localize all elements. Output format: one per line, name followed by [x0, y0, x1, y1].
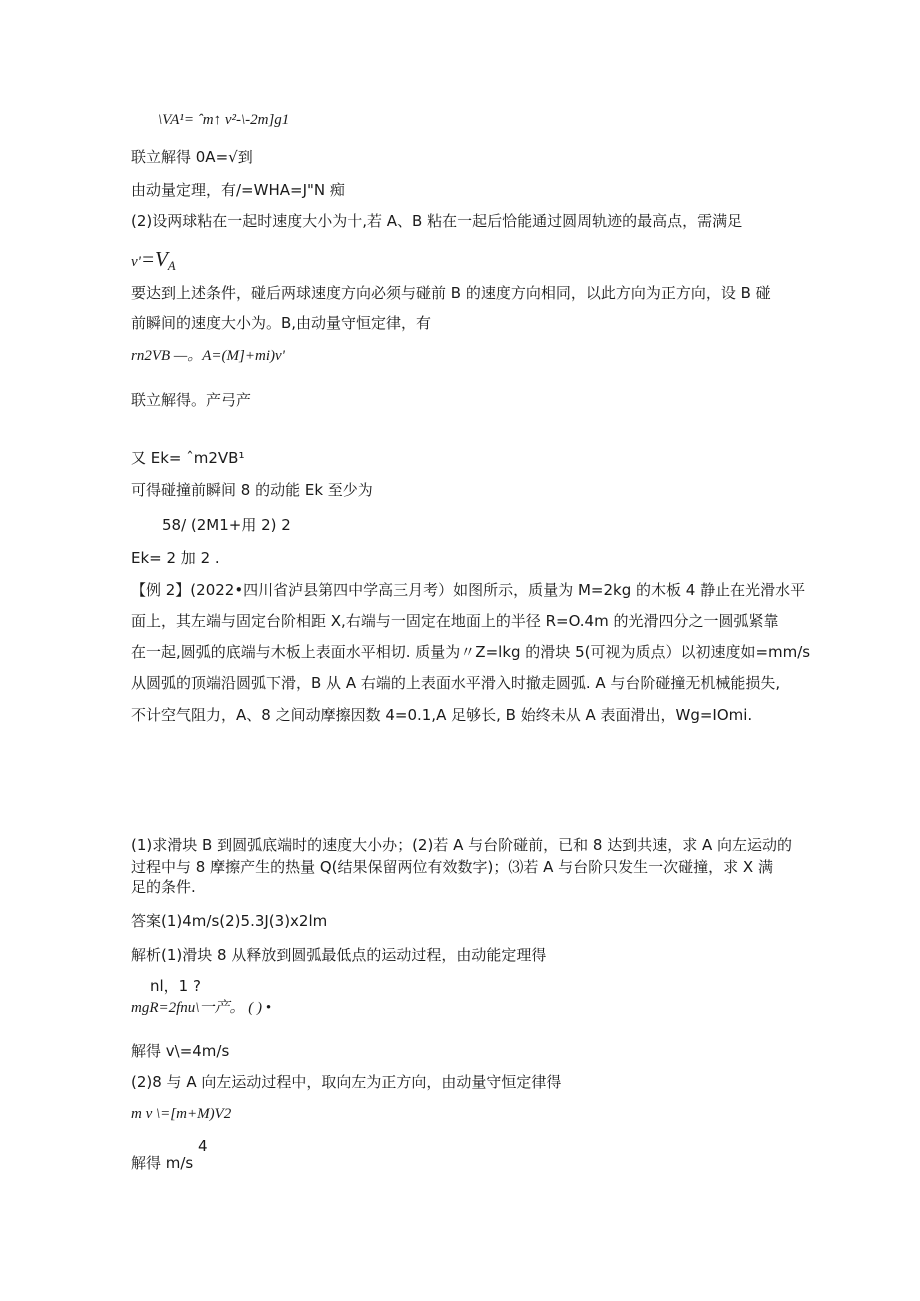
text-line: 过程中与 8 摩擦产生的热量 Q(结果保留两位有效数字)；⑶若 A 与台阶只发生一次碰撞，求 X 满 — [131, 858, 773, 876]
answer-line: 答案(1)4m/s(2)5.3J(3)x2lm — [131, 912, 328, 930]
formula-line: rn2VB —。A=(M]+mi)v' — [131, 348, 285, 364]
text-line: 前瞬间的速度大小为。B,由动量守恒定律，有 — [131, 314, 432, 332]
text-line: (1)求滑块 B 到圆弧底端时的速度大小办；(2)若 A 与台阶碰前，已和 8 达到共速，求 A 向左运动的 — [131, 836, 792, 854]
formula-line: 58/ (2M1+用 2) 2 — [162, 516, 291, 534]
text-line: (2)设两球粘在一起时速度大小为十,若 A、B 粘在一起后恰能通过圆周轨迹的最高点，需满足 — [131, 212, 743, 230]
formula-part: v' — [131, 254, 141, 270]
text-line: 联立解得。产弓产 — [131, 391, 252, 409]
formula-line: nl，1 ? — [150, 977, 201, 995]
text-line: 不计空气阻力，A、8 之间动摩擦因数 4=0.1,A 足够长, B 始终未从 A 表面滑出，Wg=IOmi. — [131, 706, 753, 724]
formula-line: m v \=[m+M)V2 — [131, 1106, 232, 1122]
text-line: 从圆弧的顶端沿圆弧下滑，B 从 A 右端的上表面水平滑入时撤走圆弧. A 与台阶碰撞无机械能损失, — [131, 674, 781, 692]
text-line: 要达到上述条件，碰后两球速度方向必须与碰前 B 的速度方向相同，以此方向为正方向，设 B 碰 — [131, 284, 771, 302]
formula-line: \VA¹= ˆm↑ v²-\-2m]g1 — [158, 112, 290, 128]
formula-line: 又 Ek= ˆm2VB¹ — [131, 449, 245, 467]
formula-part: A — [167, 259, 176, 273]
text-line: 面上，其左端与固定台阶相距 X,右端与一固定在地面上的半径 R=O.4m 的光滑四分之一圆弧紧靠 — [131, 612, 779, 630]
text-line: 可得碰撞前瞬间 8 的动能 Ek 至少为 — [131, 481, 373, 499]
text-line: 【例 2】(2022•四川省泸县第四中学高三月考）如图所示，质量为 M=2kg 的木板 4 静止在光滑水平 — [131, 581, 806, 599]
text-line: (2)8 与 A 向左运动过程中，取向左为正方向，由动量守恒定律得 — [131, 1073, 562, 1091]
text-line: 由动量定理，有/=WHA=J"N 痴 — [131, 181, 345, 199]
text-line: 在一起,圆弧的底端与木板上表面水平相切. 质量为〃Z=lkg 的滑块 5(可视为质点）以初速度如=mm/s — [131, 643, 811, 661]
text-line: 联立解得 0A=√到 — [131, 148, 253, 166]
text-line: 足的条件. — [131, 878, 196, 896]
formula-part: =V — [140, 247, 168, 271]
formula-line: Ek= 2 加 2 . — [131, 549, 220, 567]
text-line: 解析(1)滑块 8 从释放到圆弧最低点的运动过程，由动能定理得 — [131, 946, 547, 964]
formula-line: 4 — [198, 1137, 208, 1155]
text-line: 解得 v\=4m/s — [131, 1042, 230, 1060]
formula-line — [131, 246, 176, 276]
text-line: 解得 m/s — [131, 1154, 194, 1172]
formula-line: mgR=2fnu\一产。 ( ) • — [131, 1000, 271, 1016]
